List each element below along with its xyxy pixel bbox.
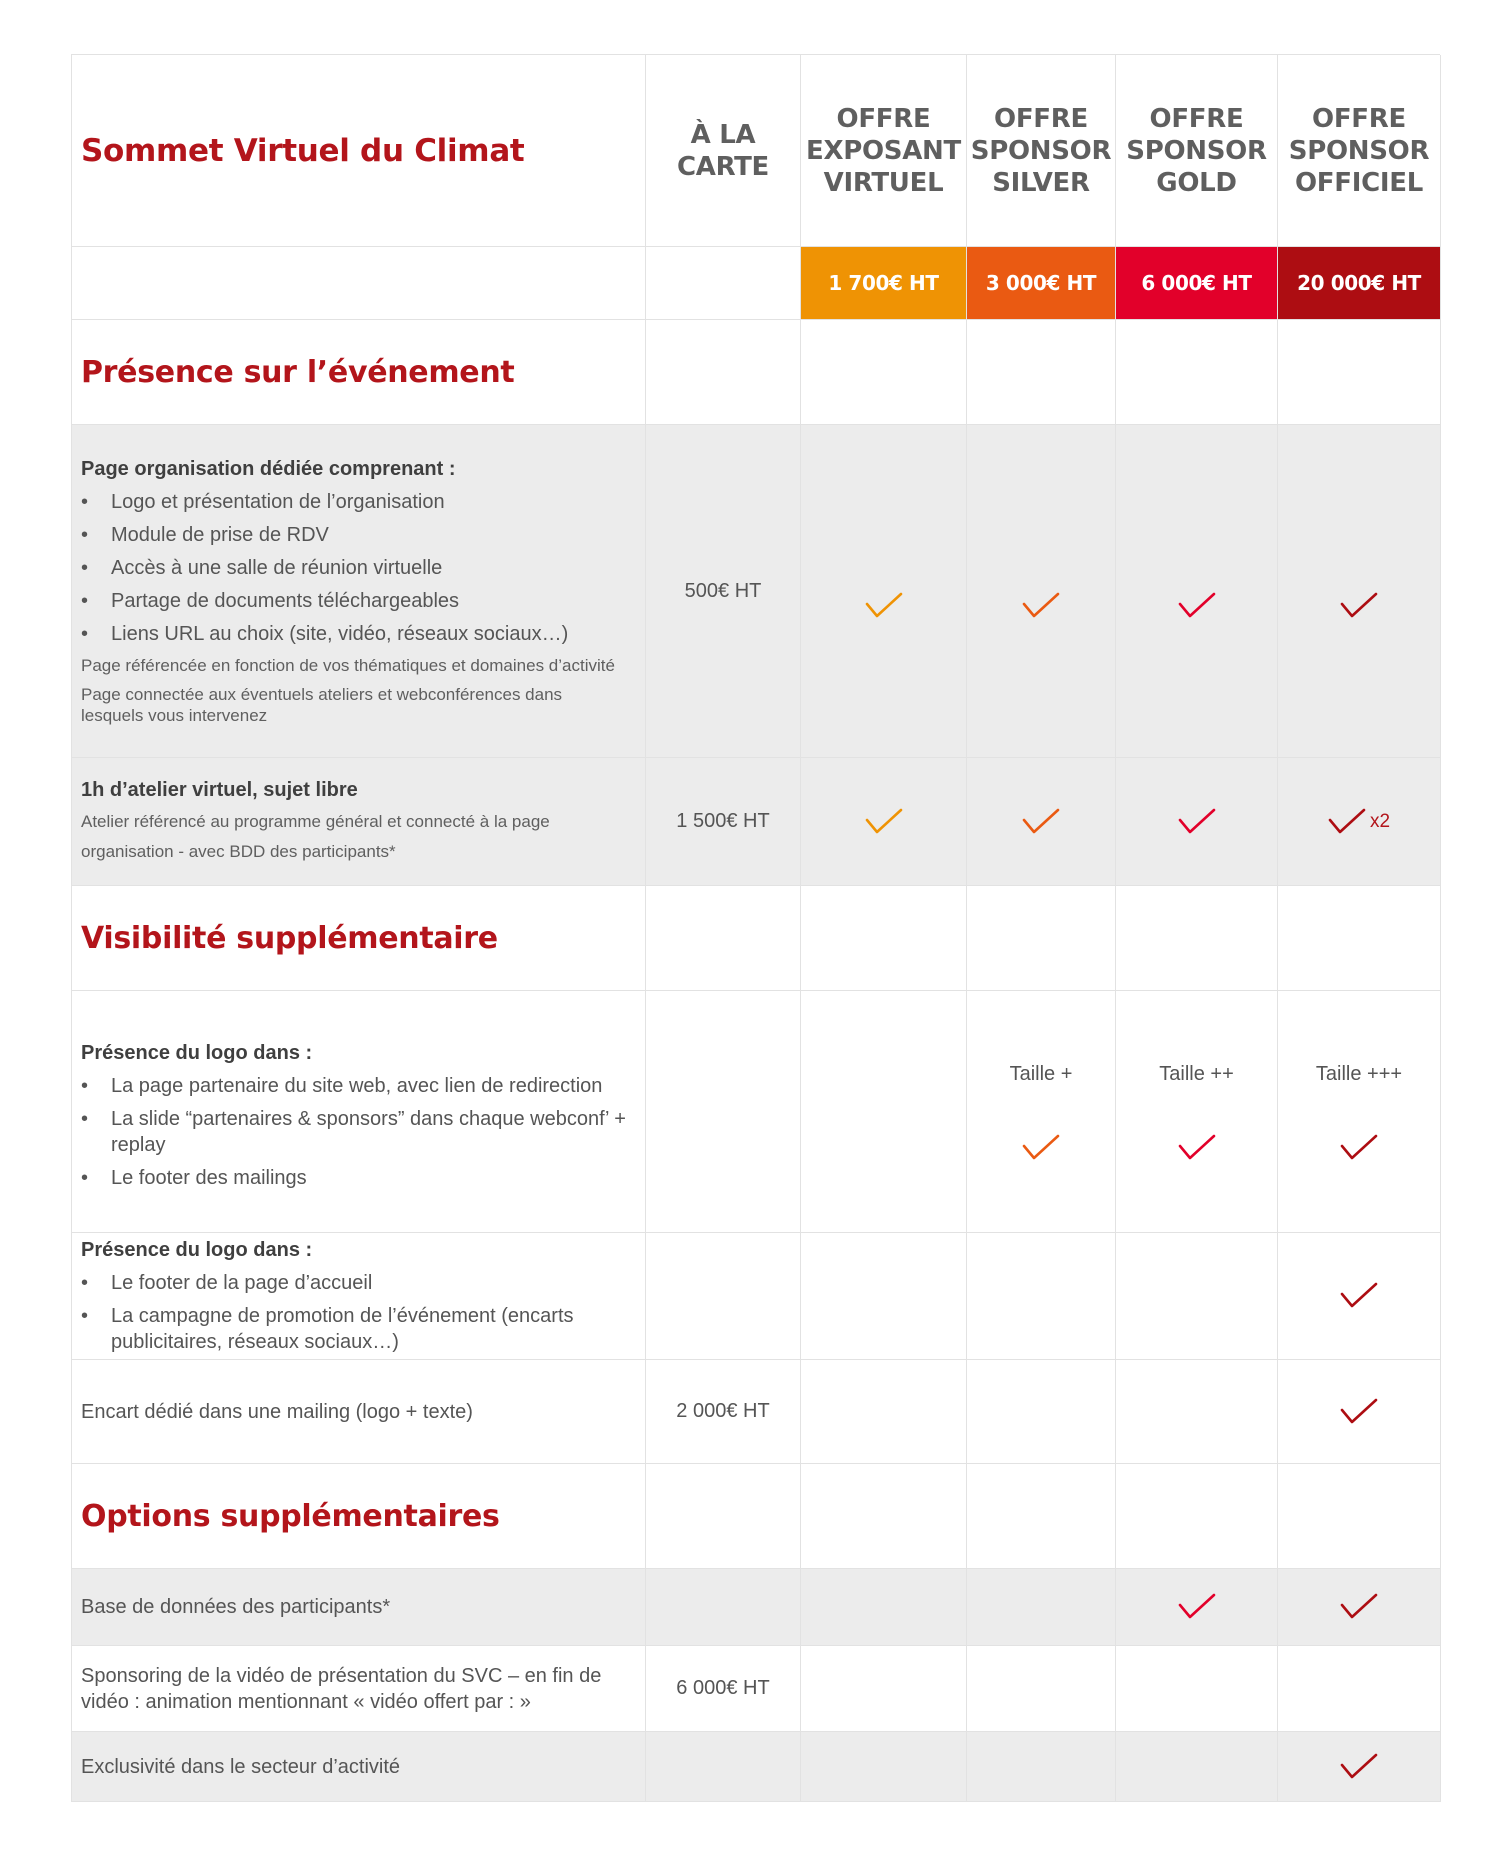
feature-list <box>81 1066 629 1191</box>
list-item: • Module de prise de RDV <box>81 522 629 548</box>
check-icon <box>865 808 903 836</box>
list-item: • Partage de documents téléchargeables <box>81 588 629 614</box>
check-cell <box>1278 1360 1441 1464</box>
section-title-visibilite: Visibilité supplémentaire <box>81 920 498 956</box>
empty-cell <box>646 991 801 1233</box>
size-cell <box>1116 991 1278 1233</box>
empty-cell <box>967 1732 1116 1802</box>
empty-cell <box>967 1646 1116 1732</box>
price-a-la-carte: 500€ HT <box>646 425 801 758</box>
feature-label: Base de données des participants* <box>81 1596 391 1618</box>
check-icon <box>1178 1134 1216 1162</box>
column-heading: À LA CARTE <box>676 119 770 182</box>
column-heading: OFFRE SPONSOR SILVER <box>970 103 1112 198</box>
feature-video-sponsoring <box>72 1646 646 1732</box>
feature-note: Atelier référencé au programme général et connecté à la page organisation - avec BDD des participants* <box>81 811 550 861</box>
check-icon <box>1340 592 1378 620</box>
section-title-presence: Présence sur l’événement <box>81 354 515 390</box>
empty-cell <box>801 1732 967 1802</box>
column-heading: OFFRE SPONSOR GOLD <box>1126 103 1267 198</box>
size-cell <box>967 991 1116 1233</box>
check-cell <box>1116 425 1278 758</box>
empty-cell <box>801 1464 967 1569</box>
check-cell <box>1116 1569 1278 1646</box>
empty-cell <box>646 1732 801 1802</box>
column-heading: OFFRE SPONSOR OFFICIEL <box>1288 103 1430 198</box>
empty-cell <box>1116 1233 1278 1360</box>
list-item: • La page partenaire du site web, avec lien de redirection <box>81 1073 629 1099</box>
list-item: • Logo et présentation de l’organisation <box>81 489 629 515</box>
check-icon <box>1340 1134 1378 1162</box>
empty-cell <box>646 1233 801 1360</box>
price-offre-gold: 6 000€ HT <box>1116 247 1278 320</box>
empty-cell <box>801 991 967 1233</box>
check-icon <box>1340 1398 1378 1426</box>
empty-cell <box>1116 1464 1278 1569</box>
check-icon <box>1340 1593 1378 1621</box>
check-icon <box>1340 1282 1378 1310</box>
check-cell <box>1116 758 1278 886</box>
list-item: • La campagne de promotion de l’événement (encarts publicitaires, réseaux sociaux…) <box>81 1303 629 1355</box>
price-a-la-carte: 2 000€ HT <box>646 1360 801 1464</box>
feature-label: Encart dédié dans une mailing (logo + texte) <box>81 1400 473 1423</box>
empty-cell <box>801 320 967 425</box>
empty-cell <box>967 1360 1116 1464</box>
empty-cell <box>801 1360 967 1464</box>
page-title: Sommet Virtuel du Climat <box>81 132 525 169</box>
feature-page-organisation <box>72 425 646 758</box>
feature-title: 1h d’atelier virtuel, sujet libre <box>81 778 358 801</box>
section-heading-cell <box>72 1464 646 1569</box>
check-cell <box>1278 1732 1441 1802</box>
empty-cell <box>646 320 801 425</box>
check-cell <box>801 758 967 886</box>
empty-cell <box>646 886 801 991</box>
feature-note: Page référencée en fonction de vos thématiques et domaines d’activité <box>81 656 615 675</box>
size-label: Taille + <box>1009 1063 1073 1085</box>
multiplier-badge: x2 <box>1369 810 1391 832</box>
empty-cell <box>801 886 967 991</box>
column-heading: OFFRE EXPOSANT VIRTUEL <box>806 103 961 198</box>
empty-cell <box>1116 1732 1278 1802</box>
header-offre-silver <box>967 55 1116 247</box>
empty-cell <box>801 1569 967 1646</box>
feature-title: Présence du logo dans : <box>81 1239 313 1261</box>
check-icon <box>1328 808 1366 836</box>
empty-cell <box>1278 1464 1441 1569</box>
section-heading-cell <box>72 320 646 425</box>
header-a-la-carte <box>646 55 801 247</box>
empty-cell <box>967 886 1116 991</box>
list-item: • Accès à une salle de réunion virtuelle <box>81 555 629 581</box>
offers-table <box>71 54 1440 1802</box>
table-title-cell <box>72 55 646 247</box>
price-offre-officiel: 20 000€ HT <box>1278 247 1441 320</box>
empty-cell <box>801 1233 967 1360</box>
size-cell <box>1278 991 1441 1233</box>
empty-cell <box>1278 1646 1441 1732</box>
empty-cell <box>1278 320 1441 425</box>
price-offre-exposant: 1 700€ HT <box>801 247 967 320</box>
check-icon <box>1022 1134 1060 1162</box>
feature-list <box>81 1263 629 1355</box>
check-icon <box>1022 592 1060 620</box>
list-item: • Le footer de la page d’accueil <box>81 1270 629 1296</box>
size-label: Taille +++ <box>1315 1063 1403 1085</box>
empty-cell <box>1116 886 1278 991</box>
list-item: • Le footer des mailings <box>81 1165 629 1191</box>
check-cell <box>1278 758 1441 886</box>
section-heading-cell <box>72 886 646 991</box>
empty-cell <box>801 1646 967 1732</box>
size-label: Taille ++ <box>1159 1063 1234 1085</box>
feature-bdd <box>72 1569 646 1646</box>
feature-title: Page organisation dédiée comprenant : <box>81 458 456 480</box>
check-cell <box>1278 1569 1441 1646</box>
check-cell <box>967 758 1116 886</box>
list-item: • Liens URL au choix (site, vidéo, réseaux sociaux…) <box>81 621 629 647</box>
check-icon <box>1340 1753 1378 1781</box>
empty-cell <box>967 320 1116 425</box>
feature-logo-presence <box>72 1233 646 1360</box>
check-cell <box>801 425 967 758</box>
feature-note: Page connectée aux éventuels ateliers et webconférences dans lesquels vous intervenez <box>81 685 563 725</box>
header-offre-gold <box>1116 55 1278 247</box>
empty-cell <box>967 1464 1116 1569</box>
empty-cell <box>646 1464 801 1569</box>
empty-cell <box>1278 886 1441 991</box>
header-offre-officiel <box>1278 55 1441 247</box>
feature-exclusivite <box>72 1732 646 1802</box>
feature-logo-presence <box>72 991 646 1233</box>
check-icon <box>865 592 903 620</box>
check-cell <box>967 425 1116 758</box>
empty-cell <box>646 1569 801 1646</box>
check-icon <box>1178 1593 1216 1621</box>
check-icon <box>1022 808 1060 836</box>
check-cell <box>1278 1233 1441 1360</box>
header-offre-exposant <box>801 55 967 247</box>
feature-encart <box>72 1360 646 1464</box>
feature-label: Exclusivité dans le secteur d’activité <box>81 1755 401 1778</box>
empty-cell <box>967 1569 1116 1646</box>
feature-label: Sponsoring de la vidéo de présentation du SVC – en fin de vidéo : animation mentionnant « vidéo offert par : » <box>81 1664 602 1713</box>
check-cell <box>1278 425 1441 758</box>
price-a-la-carte: 6 000€ HT <box>646 1646 801 1732</box>
empty-cell <box>967 1233 1116 1360</box>
price-a-la-carte: 1 500€ HT <box>646 758 801 886</box>
feature-list <box>81 482 629 647</box>
check-icon <box>1178 808 1216 836</box>
empty-cell <box>1116 1360 1278 1464</box>
empty-cell <box>1116 1646 1278 1732</box>
check-icon <box>1178 592 1216 620</box>
feature-atelier <box>72 758 646 886</box>
list-item: • La slide “partenaires & sponsors” dans chaque webconf’ + replay <box>81 1106 629 1158</box>
empty-cell <box>1116 320 1278 425</box>
section-title-options: Options supplémentaires <box>81 1498 500 1534</box>
price-offre-silver: 3 000€ HT <box>967 247 1116 320</box>
empty-cell <box>72 247 646 320</box>
empty-cell <box>646 247 801 320</box>
feature-title: Présence du logo dans : <box>81 1042 313 1064</box>
